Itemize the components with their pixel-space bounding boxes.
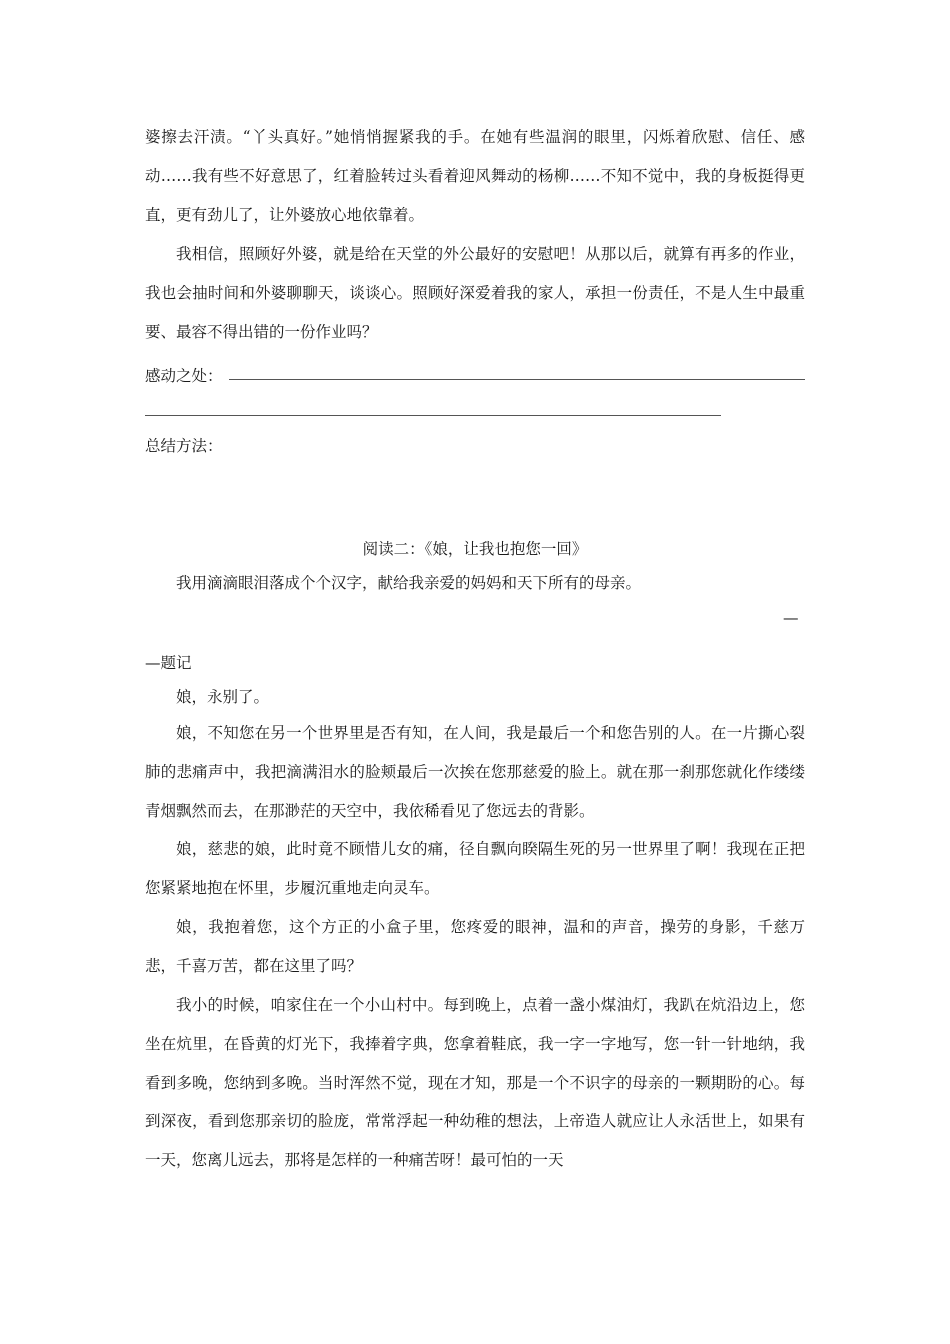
summary-method-label: 总结方法： [145,437,223,455]
paragraph-1: 婆擦去汗渍。“丫头真好。”她悄悄握紧我的手。在她有些温润的眼里，闪烁着欣慰、信任、感动……我有些不好意思了，红着脸转过头看着迎风舞动的杨柳……不知不觉中，我的身板挺得更直，更有劲儿了，让外婆放心地依靠着。 [145,128,805,224]
paragraph-5: 娘，我抱着您，这个方正的小盒子里，您疼爱的眼神，温和的声音，操劳的身影，千慈万悲，千喜万苦，都在这里了吗？ [145,918,805,975]
reading-title: 阅读二：《娘，让我也抱您一回》 [362,540,588,558]
paragraph-farewell: 娘，永别了。 [176,688,270,706]
answer-line-2 [145,415,721,416]
moving-point-label: 感动之处： [145,367,223,385]
answer-line-1 [229,379,805,380]
epigraph: 我用滴滴眼泪落成个个汉字，献给我亲爱的妈妈和天下所有的母亲。 [176,574,642,592]
epigraph-attribution: —题记 [145,654,192,672]
paragraph-4: 娘，慈悲的娘，此时竟不顾惜儿女的痛，径自飘向睽隔生死的另一世界里了啊！我现在正把您紧紧地抱在怀里，步履沉重地走向灵车。 [145,840,805,897]
paragraph-6: 我小的时候，咱家住在一个小山村中。每到晚上，点着一盏小煤油灯，我趴在炕沿边上，您坐在炕里，在昏黄的灯光下，我捧着字典，您拿着鞋底，我一字一字地写，您一针一针地纳，我看到多晚，您纳到多晚。当时浑然不觉，现在才知，那是一个不识字的母亲的一颗期盼的心。每到深夜，看到您那亲切的脸庞，常常浮起一种幼稚的想法，上帝造人就应让人永活世上，如果有一天，您离儿远去，那将是怎样的一种痛苦呀！最可怕的一天 [145,996,805,1170]
epigraph-dash-start: — [783,609,799,627]
paragraph-2: 我相信，照顾好外婆，就是给在天堂的外公最好的安慰吧！从那以后，就算有再多的作业，我也会抽时间和外婆聊聊天，谈谈心。照顾好深爱着我的家人，承担一份责任，不是人生中最重要、最容不得出错的一份作业吗？ [145,245,805,341]
paragraph-3: 娘，不知您在另一个世界里是否有知，在人间，我是最后一个和您告别的人。在一片撕心裂肺的悲痛声中，我把滴满泪水的脸颊最后一次挨在您那慈爱的脸上。就在那一刹那您就化作缕缕青烟飘然而去，在那渺茫的天空中，我依稀看见了您远去的背影。 [145,724,805,820]
